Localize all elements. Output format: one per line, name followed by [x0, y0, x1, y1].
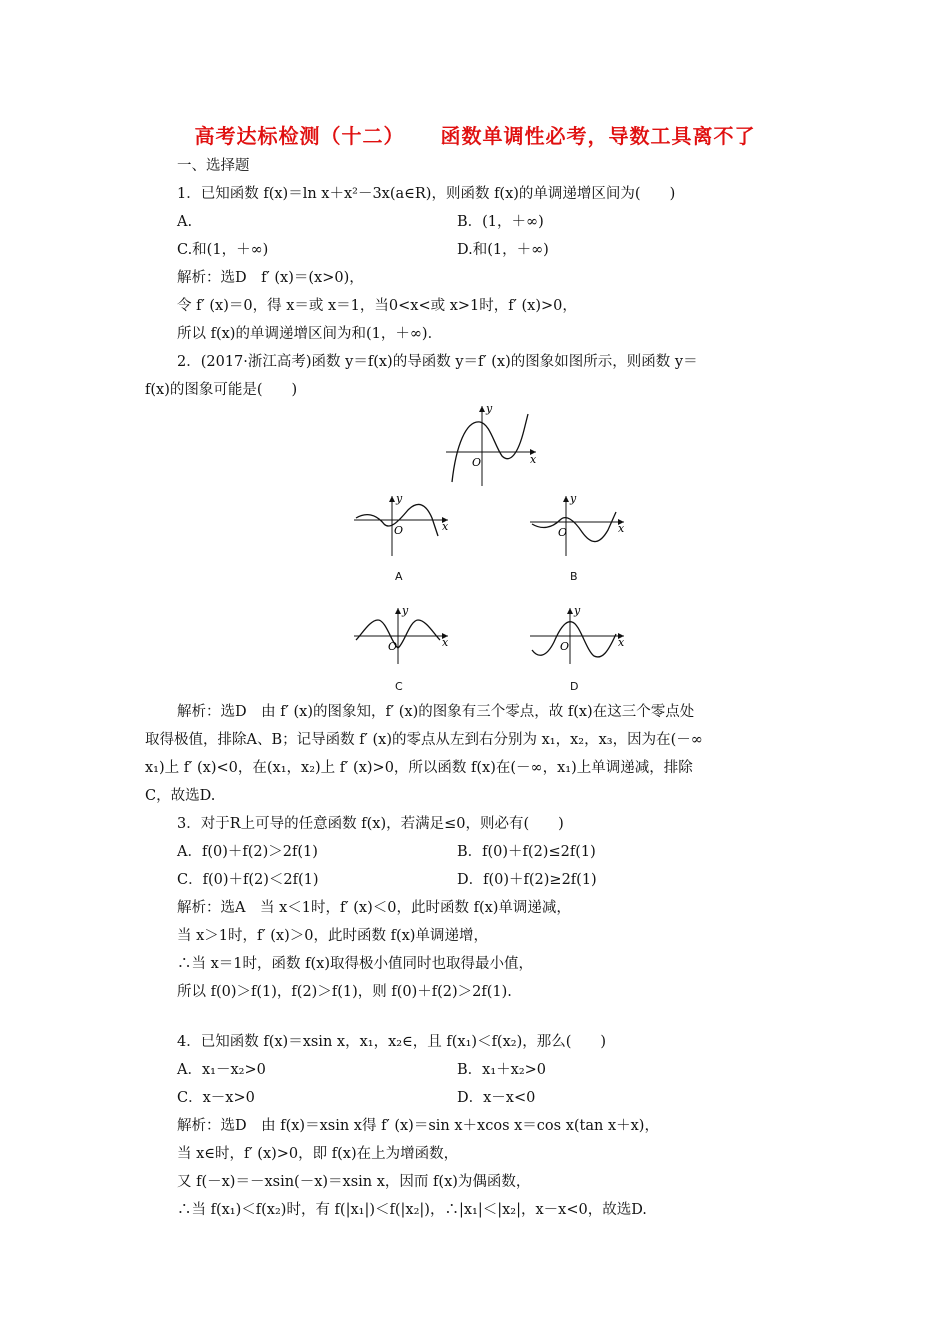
section-heading: 一、选择题: [177, 158, 250, 174]
curve-d: [532, 622, 616, 657]
q3-analysis-1: 解析：选A 当 x＜1时，f′ (x)＜0，此时函数 f(x)单调递减，: [177, 900, 571, 916]
derivative-curve: [452, 414, 528, 482]
page-title: [0, 120, 950, 149]
origin-label: O: [388, 640, 398, 653]
origin-label: O: [394, 524, 404, 537]
graph-c: [352, 604, 452, 666]
q4-stem: 4．已知函数 f(x)＝xsin x，x₁，x₂∈，且 f(x₁)＜f(x₂)，那么( ): [177, 1034, 607, 1050]
q4-option-d: D．x－x<0: [457, 1090, 536, 1106]
q1-analysis-3: 所以 f(x)的单调递增区间为和(1，＋∞)．: [177, 326, 443, 342]
q3-option-b: B．f(0)＋f(2)≤2f(1): [457, 844, 596, 860]
q4-analysis-4: ∴当 f(x₁)＜f(x₂)时，有 f(|x₁|)＜f(|x₂|)，∴|x₁|＜|x₂|，x－x<0，故选D.: [177, 1202, 647, 1218]
q4-option-c: C．x－x>0: [177, 1090, 255, 1106]
origin-label: O: [558, 526, 568, 539]
q4-analysis-3: 又 f(－x)＝－xsin(－x)＝xsin x，因而 f(x)为偶函数，: [177, 1174, 531, 1190]
y-axis-arrow: [479, 406, 485, 412]
q1-option-c: C.和(1，＋∞): [177, 242, 269, 258]
x-label: x: [618, 636, 625, 649]
y-axis-arrow: [389, 496, 395, 502]
q2-analysis-4: C，故选D.: [145, 788, 216, 804]
y-axis-arrow: [563, 496, 569, 502]
origin-label: O: [560, 640, 570, 653]
caption-b: B: [570, 570, 578, 583]
caption-c: C: [395, 680, 403, 693]
y-label: y: [574, 604, 581, 617]
q1-analysis-1: 解析：选D f′ (x)＝(x>0)，: [177, 270, 364, 286]
q3-option-d: D．f(0)＋f(2)≥2f(1): [457, 872, 597, 888]
x-label: x: [618, 522, 625, 535]
y-label: y: [396, 492, 403, 505]
q3-option-c: C．f(0)＋f(2)＜2f(1): [177, 872, 319, 888]
curve-b: [532, 512, 616, 542]
q1-option-a: A.: [177, 214, 193, 230]
graph-b: [528, 492, 628, 558]
x-label: x: [442, 636, 449, 649]
q1-analysis-2: 令 f′ (x)＝0，得 x＝或 x＝1，当0<x<或 x>1时，f′ (x)>0，: [177, 298, 577, 314]
y-axis-arrow: [567, 608, 573, 614]
caption-d: D: [570, 680, 579, 693]
q1-option-d: D.和(1，＋∞): [457, 242, 549, 258]
q4-option-b: B．x₁＋x₂>0: [457, 1062, 547, 1078]
q3-analysis-3: ∴当 x＝1时，函数 f(x)取得极小值同时也取得最小值，: [177, 956, 533, 972]
x-label: x: [442, 520, 449, 533]
graph-a: [352, 492, 452, 558]
q2-stem-2: f(x)的图象可能是( ): [145, 382, 298, 398]
q1-option-b: B．(1，＋∞): [457, 214, 544, 230]
origin-label: O: [472, 456, 482, 469]
derivative-graph: [440, 400, 540, 488]
q4-analysis-1: 解析：选D 由 f(x)＝xsin x得 f′ (x)＝sin x＋xcos x＝cos x(tan x＋x)，: [177, 1118, 659, 1134]
q2-analysis-3: x₁)上 f′ (x)<0，在(x₁，x₂)上 f′ (x)>0，所以函数 f(x)在(－∞，x₁)上单调递减，排除: [145, 760, 693, 776]
graph-d: [528, 604, 628, 666]
q4-analysis-2: 当 x∈时，f′ (x)>0，即 f(x)在上为增函数，: [177, 1146, 459, 1162]
q3-option-a: A．f(0)＋f(2)＞2f(1): [177, 844, 318, 860]
q4-option-a: A．x₁－x₂>0: [177, 1062, 266, 1078]
y-label: y: [402, 604, 409, 617]
q3-analysis-2: 当 x＞1时，f′ (x)＞0，此时函数 f(x)单调递增，: [177, 928, 488, 944]
q2-stem-1: 2．(2017·浙江高考)函数 y＝f(x)的导函数 y＝f′ (x)的图象如图所示，则函数 y＝: [177, 354, 698, 370]
q3-stem: 3．对于R上可导的任意函数 f(x)，若满足≤0，则必有( ): [177, 816, 564, 832]
q1-stem: 1．已知函数 f(x)＝ln x＋x²－3x(a∈R)，则函数 f(x)的单调递增区间为( ): [177, 186, 676, 202]
y-label: y: [570, 492, 577, 505]
y-axis-arrow: [395, 608, 401, 614]
y-label: y: [486, 402, 493, 415]
title-part1: 高考达标检测（十二）: [194, 124, 405, 148]
q2-analysis-1: 解析：选D 由 f′ (x)的图象知，f′ (x)的图象有三个零点，故 f(x)在这三个零点处: [177, 704, 695, 720]
q2-analysis-2: 取得极值，排除A、B；记导函数 f′ (x)的零点从左到右分别为 x₁，x₂，x₃，因为在(－∞: [145, 732, 703, 748]
q3-analysis-4: 所以 f(0)＞f(1)，f(2)＞f(1)，则 f(0)＋f(2)＞2f(1).: [177, 984, 512, 1000]
caption-a: A: [395, 570, 403, 583]
title-part2: 函数单调性必考，导数工具离不了: [440, 124, 756, 148]
x-label: x: [530, 453, 537, 466]
